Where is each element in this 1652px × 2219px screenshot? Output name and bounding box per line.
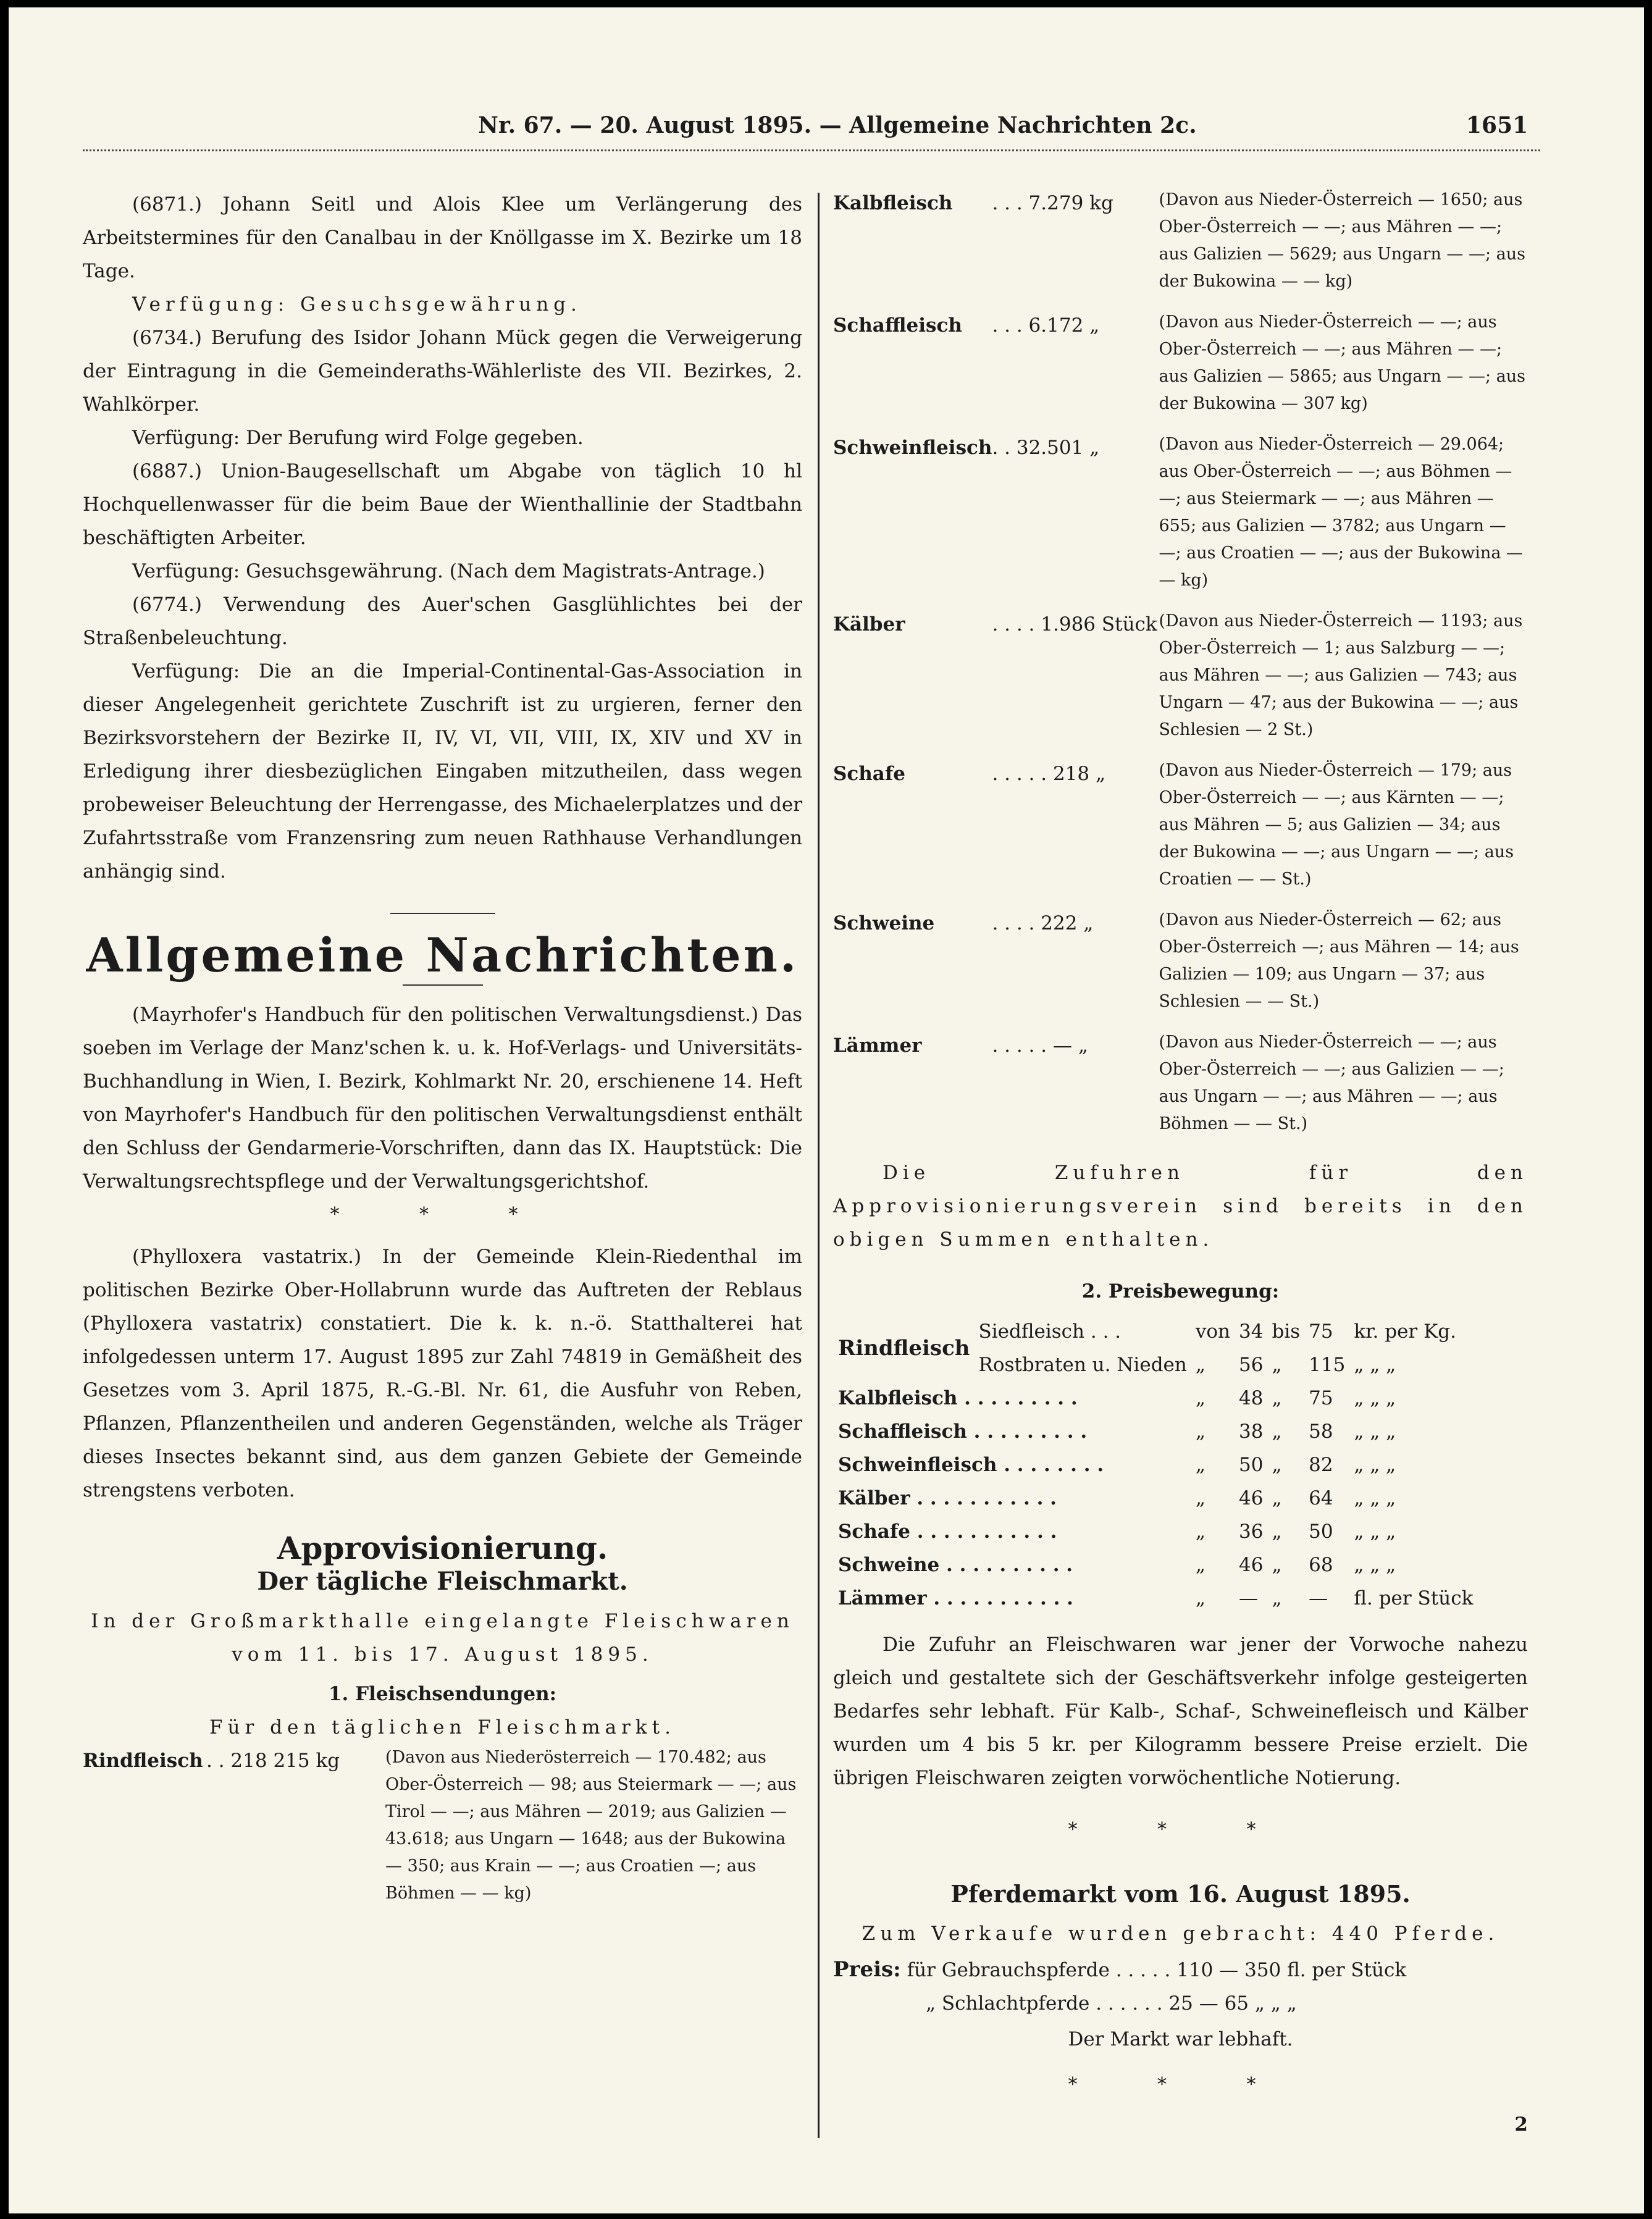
separator-stars: * * * — [1068, 2074, 1293, 2095]
price-unit: „ „ „ — [1354, 1554, 1396, 1576]
price-to: 50 — [1309, 1521, 1333, 1543]
price-item: Schafe . . . . . . . . . . . — [838, 1521, 1057, 1543]
paragraph: (6734.) Berufung des Isidor Johann Mück gegen die Verweigerung der Eintragung in die Gemeinderaths-Wählerliste des VII. Bezirkes, 2. Wahlkörper. — [83, 327, 802, 416]
price-unit: „ „ „ — [1354, 1387, 1396, 1409]
section-rule — [390, 913, 495, 914]
price-item: Schweinfleisch . . . . . . . . — [838, 1454, 1104, 1476]
price-table — [833, 1314, 1478, 1616]
table-row — [833, 1029, 1528, 1138]
news-item-handbook: (Mayrhofer's Handbuch für den politischen Verwaltungsdienst.) Das soeben im Verlage der Manz'schen k. u. k. Hof-Verlags- und Universitäts-Buchhandlung in Wien, I. Bezirk, Kohlmarkt Nr. 20, erschienene 14. Heft von Mayrhofer's Handbuch für den politischen Verwaltungsdienst enthält den Schluss der Gendarmerie-Vorschriften, dann das IX. Hauptstück: Die Verwaltungsrechtspflege und der Verwaltungsgerichtshof. — [83, 1004, 802, 1193]
price-von: „ — [1195, 1354, 1205, 1376]
price-von: „ — [1195, 1587, 1205, 1609]
left-column — [83, 188, 802, 1907]
product-name: Kälber — [833, 613, 905, 635]
price-from: 46 — [1239, 1554, 1264, 1576]
price-to: 115 — [1309, 1354, 1346, 1376]
product-origin-note: (Davon aus Nieder-Österreich — 29.064; aus Ober-Österreich — —; aus Böhmen — —; aus Steiermark — —; aus Mähren — 655; aus Galizien — 3782; aus Ungarn — —; aus Croatien — —; aus der Bukowina — — kg) — [1159, 435, 1523, 590]
paragraph: (6887.) Union-Baugesellschaft um Abgabe von täglich 10 hl Hochquellenwasser für die beim Baue der Wienthallinie der Stadtbahn beschäftigten Arbeiter. — [83, 460, 802, 549]
product-name: Lämmer — [833, 1034, 922, 1057]
product-quantity: . . 218 215 kg — [206, 1750, 340, 1772]
zufuhren-note: Die Zufuhren für den Approvisionierungsverein sind bereits in den obigen Summen enthalten. — [833, 1162, 1528, 1251]
product-name: Schweine — [833, 912, 935, 934]
table-row — [833, 309, 1528, 417]
price-von: „ — [1195, 1521, 1205, 1543]
price-to: 75 — [1309, 1320, 1333, 1343]
horse-price-2: „ Schlachtpferde . . . . . . 25 — 65 „ „ „ — [926, 1992, 1297, 2015]
news-item-phylloxera: (Phylloxera vastatrix.) In der Gemeinde Klein-Riedenthal im politischen Bezirke Ober-Hollabrunn wurde das Auftreten der Reblaus (Phylloxera vastatrix) constatiert. Die k. k. n.-ö. Statthalterei hat infolgedessen unterm 17. August 1895 zur Zahl 74819 in Gemäßheit des Gesetzes vom 3. April 1875, R.-G.-Bl. Nr. 61, die Ausfuhr von Reben, Pflanzen, Pflanzentheilen und anderen Gegenständen, welche als Träger dieses Insectes bekannt sind, aus dem ganzen Gebiete der Gemeinde strengstens verboten. — [83, 1246, 802, 1501]
price-bis: bis — [1272, 1320, 1301, 1343]
product-quantity: . . . . . 218 „ — [992, 763, 1106, 785]
separator-stars: * * * — [330, 1204, 555, 1225]
product-name: Schweinfleisch — [833, 437, 992, 459]
table-row — [833, 187, 1528, 295]
column-divider — [818, 193, 820, 2138]
price-to: — — [1309, 1587, 1328, 1609]
price-to: 58 — [1309, 1420, 1333, 1443]
product-origin-note: (Davon aus Nieder-Österreich — —; aus Ober-Österreich — —; aus Galizien — —; aus Ungarn — —; aus Mähren — —; aus Böhmen — — St.) — [1159, 1033, 1504, 1133]
price-bis: „ — [1272, 1587, 1282, 1609]
paragraph: Verfügung: Gesuchsgewährung. — [132, 293, 582, 316]
price-from: 48 — [1239, 1387, 1264, 1409]
section-1-subtitle: Für den täglichen Fleischmarkt. — [209, 1716, 676, 1739]
paragraph: Verfügung: Die an die Imperial-Continental-Gas-Association in dieser Angelegenheit gerichtete Zuschrift ist zu urgieren, ferner den Bezirksvorstehern der Bezirke II, IV, VI, VII, VIII, IX, XIV und XV in Erledigung ihrer diesbezüglichen Eingaben mitzutheilen, dass wegen probeweiser Beleuchtung der Herrengasse, des Michaelerplatzes und der Zufahrtsstraße vom Franzensring zum neuen Rathhause Verhandlungen anhängig sind. — [83, 660, 803, 883]
table-row — [834, 1516, 1477, 1548]
paragraph: Verfügung: Gesuchsgewährung. (Nach dem Magistrats-Antrage.) — [132, 560, 765, 582]
approvisionierung-title: Approvisionierung. — [277, 1530, 608, 1566]
horse-price-1: für Gebrauchspferde . . . . . 110 — 350 fl. per Stück — [907, 1959, 1407, 1981]
table-row — [834, 1482, 1477, 1514]
header-rule — [83, 149, 1540, 151]
horse-sold: Zum Verkaufe wurden gebracht: 440 Pferde. — [862, 1923, 1499, 1945]
price-from: 56 — [1239, 1354, 1264, 1376]
horse-price-row — [833, 1953, 1528, 1987]
price-item: Lämmer . . . . . . . . . . . — [838, 1587, 1073, 1609]
section-2-title: 2. Preisbewegung: — [1081, 1280, 1280, 1302]
horse-market-lively: Der Markt war lebhaft. — [1068, 2028, 1293, 2050]
product-quantity: . . . 7.279 kg — [992, 192, 1113, 214]
product-origin-note: (Davon aus Nieder-Österreich — —; aus Ober-Österreich — —; aus Mähren — —; aus Galizien — 5865; aus Ungarn — —; aus der Bukowina — 307 kg) — [1159, 313, 1526, 413]
price-unit: „ „ „ — [1354, 1420, 1396, 1443]
paragraph: Verfügung: Der Berufung wird Folge gegeben. — [132, 427, 584, 449]
product-quantity: . . . 6.172 „ — [992, 314, 1100, 337]
product-origin-note: (Davon aus Nieder-Österreich — 62; aus Ober-Österreich —; aus Mähren — 14; aus Galizien — 109; aus Ungarn — 37; aus Schlesien — — St.) — [1159, 910, 1519, 1011]
price-from: 38 — [1239, 1420, 1264, 1443]
table-row — [834, 1315, 1477, 1348]
market-summary: Die Zufuhr an Fleischwaren war jener der Vorwoche nahezu gleich und gestaltete sich der Geschäftsverkehr infolge gesteigerten Bedarfes sehr lebhaft. Für Kalb-, Schaf-, Schweinefleisch und Kälber wurden um 4 bis 5 kr. per Kilogramm bessere Preise erzielt. Die übrigen Fleischwaren zeigten vorwöchentliche Notierung. — [833, 1634, 1528, 1789]
page-number: 1651 — [1466, 112, 1528, 138]
price-item: Schaffleisch . . . . . . . . . — [838, 1420, 1088, 1443]
price-von: von — [1195, 1320, 1231, 1343]
price-to: 75 — [1309, 1387, 1333, 1409]
price-unit: „ „ „ — [1354, 1521, 1396, 1543]
preis-label: Preis: — [833, 1957, 901, 1982]
table-row — [833, 608, 1528, 744]
price-von: „ — [1195, 1387, 1205, 1409]
price-bis: „ — [1272, 1420, 1282, 1443]
table-row — [833, 431, 1528, 594]
paragraph: (6774.) Verwendung des Auer'schen Gasglühlichtes bei der Straßenbeleuchtung. — [83, 594, 802, 649]
price-item: Kälber . . . . . . . . . . . — [838, 1487, 1057, 1509]
price-item: Siedfleisch . . . — [978, 1320, 1122, 1343]
section-rule — [403, 984, 483, 986]
price-unit: „ „ „ — [1354, 1454, 1396, 1476]
fleischmarkt-title: Der tägliche Fleischmarkt. — [257, 1567, 628, 1596]
product-name: Kalbfleisch — [833, 192, 953, 214]
price-von: „ — [1195, 1454, 1205, 1476]
price-item: Schweine . . . . . . . . . . — [838, 1554, 1073, 1576]
price-unit: „ „ „ — [1354, 1487, 1396, 1509]
horse-market-title: Pferdemarkt vom 16. August 1895. — [950, 1880, 1411, 1908]
price-item: Rostbraten u. Nieden — [978, 1354, 1187, 1376]
news-title: Allgemeine Nachrichten. — [86, 928, 799, 983]
market-intro: In der Großmarkthalle eingelangte Fleischwaren vom 11. bis 17. August 1895. — [91, 1610, 794, 1666]
shipments-table — [833, 187, 1528, 1138]
price-von: „ — [1195, 1420, 1205, 1443]
product-origin-note: (Davon aus Nieder-Österreich — 1193; aus Ober-Österreich — 1; aus Salzburg — —; aus Mähren — —; aus Galizien — 743; aus Ungarn — 47; aus der Bukowina — —; aus Schlesien — 2 St.) — [1159, 611, 1523, 739]
paragraph: (6871.) Johann Seitl und Alois Klee um Verlängerung des Arbeitstermines für den Canalbau in der Knöllgasse im X. Bezirke um 18 Tage. — [83, 193, 802, 282]
horse-price-row — [833, 1987, 1528, 2020]
table-row — [834, 1382, 1477, 1414]
signature-mark: 2 — [1514, 2113, 1528, 2136]
price-to: 82 — [1309, 1454, 1333, 1476]
price-to: 64 — [1309, 1487, 1333, 1509]
table-row — [834, 1549, 1477, 1581]
table-row — [833, 907, 1528, 1015]
product-origin-note: (Davon aus Niederösterreich — 170.482; aus Ober-Österreich — 98; aus Steiermark — —; aus Tirol — —; aus Mähren — 2019; aus Galizien — 43.618; aus Ungarn — 1648; aus der Bukowina — 350; aus Krain — —; aus Croatien —; aus Böhmen — — kg) — [385, 1748, 797, 1903]
newspaper-page — [9, 7, 1644, 2213]
table-row — [834, 1582, 1477, 1614]
rind-label: Rindfleisch — [838, 1336, 970, 1361]
price-bis: „ — [1272, 1554, 1282, 1576]
price-from: 50 — [1239, 1454, 1264, 1476]
separator-stars: * * * — [1068, 1819, 1293, 1840]
table-row — [834, 1416, 1477, 1448]
product-origin-note: (Davon aus Nieder-Österreich — 179; aus Ober-Österreich — —; aus Kärnten — —; aus Mähren — 5; aus Galizien — 34; aus der Bukowina — —; aus Ungarn — —; aus Croatien — — St.) — [1159, 761, 1514, 889]
price-von: „ — [1195, 1554, 1205, 1576]
price-item: Kalbfleisch . . . . . . . . . — [838, 1387, 1078, 1409]
price-from: 46 — [1239, 1487, 1264, 1509]
price-unit: fl. per Stück — [1354, 1587, 1474, 1609]
table-row — [834, 1449, 1477, 1481]
section-1-title: 1. Fleischsendungen: — [328, 1683, 557, 1705]
price-from: — — [1239, 1587, 1259, 1609]
product-name: Rindfleisch — [83, 1750, 203, 1772]
table-row — [833, 757, 1528, 893]
price-unit: kr. per Kg. — [1354, 1320, 1456, 1343]
product-quantity: . . . . 1.986 Stück — [992, 613, 1157, 635]
product-name: Schafe — [833, 763, 905, 785]
price-von: „ — [1195, 1487, 1205, 1509]
product-quantity: . . 32.501 „ — [992, 437, 1100, 459]
price-bis: „ — [1272, 1454, 1282, 1476]
price-bis: „ — [1272, 1354, 1282, 1376]
rindfleisch-row — [83, 1744, 802, 1907]
price-from: 34 — [1239, 1320, 1264, 1343]
product-origin-note: (Davon aus Nieder-Österreich — 1650; aus Ober-Österreich — —; aus Mähren — —; aus Galizien — 5629; aus Ungarn — —; aus der Bukowina — — kg) — [1159, 190, 1526, 291]
running-header: Nr. 67. — 20. August 1895. — Allgemeine Nachrichten 2c. — [478, 112, 1197, 138]
product-name: Schaffleisch — [833, 314, 962, 337]
price-bis: „ — [1272, 1521, 1282, 1543]
price-from: 36 — [1239, 1521, 1264, 1543]
right-column — [833, 187, 1528, 2141]
price-unit: „ „ „ — [1354, 1354, 1396, 1376]
product-quantity: . . . . 222 „ — [992, 912, 1094, 934]
price-to: 68 — [1309, 1554, 1333, 1576]
price-bis: „ — [1272, 1487, 1282, 1509]
product-quantity: . . . . . — „ — [992, 1034, 1088, 1057]
price-bis: „ — [1272, 1387, 1282, 1409]
